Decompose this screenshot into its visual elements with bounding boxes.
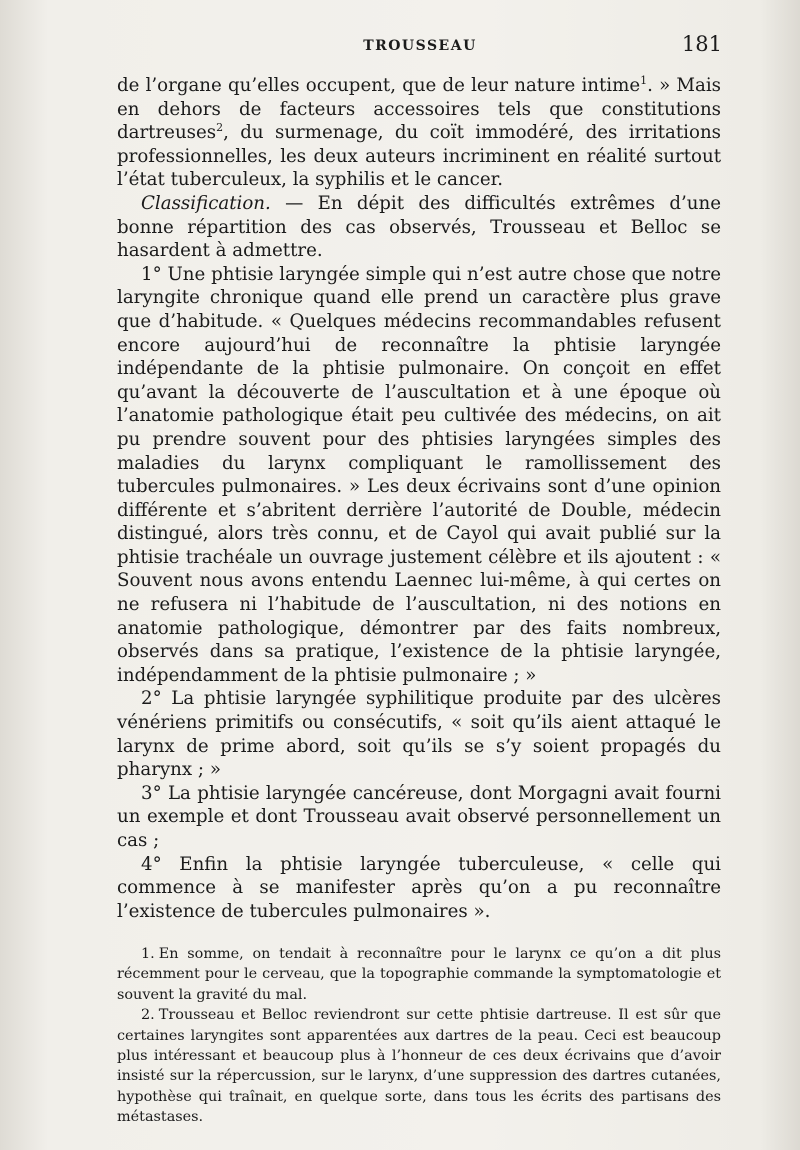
footnote-number: 1. <box>141 946 155 962</box>
paragraph-classification <box>117 192 721 263</box>
paragraph-item-2: 2° La phtisie laryngée syphilitique produite par des ulcères vénériens primitifs ou consécutifs, « soit qu’ils aient attaqué le larynx de prime abord, soit qu’ils se s’y soient propagés du pharynx ; » <box>117 688 721 781</box>
paragraph-1-text-b: . » Mais en dehors de facteurs accessoires tels que constitutions dartreuses <box>117 75 722 144</box>
footnote-text: En somme, on tendait à reconnaître pour le larynx ce qu’on a dit plus récemment pour le cerveau, que la topographie commande la symptomatologie et souvent la gravité du mal. <box>117 946 721 1003</box>
paragraph-classification-text: — En dépit des difficultés extrêmes d’une bonne répartition des cas observés, Trousseau et Belloc se hasardent à admettre. <box>117 192 721 262</box>
paragraph-1 <box>117 74 721 192</box>
paragraph-item-4: 4° Enfin la phtisie laryngée tuberculeuse, « celle qui commence à se manifester après qu’on a pu reconnaître l’existence de tubercules pulmonaires ». <box>117 853 721 922</box>
footnote-number: 2. <box>141 1007 155 1024</box>
paragraph-1-text-c: , du surmenage, du coït immodéré, des irritations professionnelles, les deux auteurs incriminent en réalité surtout l’état tuberculeux, la syphilis et le cancer. <box>117 122 721 191</box>
page-header <box>118 30 722 60</box>
running-head: TROUSSEAU <box>363 38 477 54</box>
paragraph-item-3: 3° La phtisie laryngée cancéreuse, dont Morgagni avait fourni un exemple et dont Trousseau avait observé personnellement un cas ; <box>117 782 721 851</box>
paragraph-item-1: 1° Une phtisie laryngée simple qui n’est autre chose que notre laryngite chronique quand elle prend un caractère plus grave que d’habitude. « Quelques médecins recommandables refusent encore aujourd’hui de reconnaître la phtisie laryngée indépendante de la phtisie pulmonaire. On conçoit en effet qu’avant la découverte de l’auscultation et à une époque où l’anatomie pathologique était peu cultivée des médecins, on ait pu prendre souvent pour des phtisies laryngées simples des maladies du larynx compliquant le ramollissement des tubercules pulmonaires. » Les deux écrivains sont d’une opinion différente et s’abritent derrière l’autorité de Double, médecin distingué, alors très connu, et de Cayol qui avait publié sur la phtisie trachéale un ouvrage justement célèbre et ils ajoutent : « Souvent nous avons entendu Laennec lui-même, à qui certes on ne refusera ni l’habitude de l’auscultation, ni des notions en anatomie pathologique, démontrer par des faits nombreux, observés dans sa pratique, l’existence de la phtisie laryngée, indépendamment de la phtisie pulmonaire ; » <box>117 263 721 686</box>
footnote-text: Trousseau et Belloc reviendront sur cette phtisie dartreuse. Il est sûr que certaines laryngites sont apparentées aux dartres de la peau. Ceci est beaucoup plus intéressant et beaucoup plus à l’honneur de ces deux écrivains que d’avoir insisté sur la répercussion, sur le larynx, d’une suppression des dartres cutanées, hypothèse qui traînait, en quelque sorte, dans tous les écrits des partisans des métastases. <box>117 1007 721 1126</box>
section-label: Classification. <box>141 192 271 214</box>
paragraph-1-text-a: de l’organe qu’elles occupent, que de leur nature intime <box>117 75 641 96</box>
footnote-ref-1: 1 <box>640 73 648 87</box>
footnote-1 <box>117 944 721 1005</box>
footnotes <box>117 944 721 1128</box>
footnote-ref-2: 2 <box>216 121 224 135</box>
footnote-2 <box>117 1005 721 1127</box>
page-number: 181 <box>681 32 722 56</box>
main-text <box>117 74 721 923</box>
